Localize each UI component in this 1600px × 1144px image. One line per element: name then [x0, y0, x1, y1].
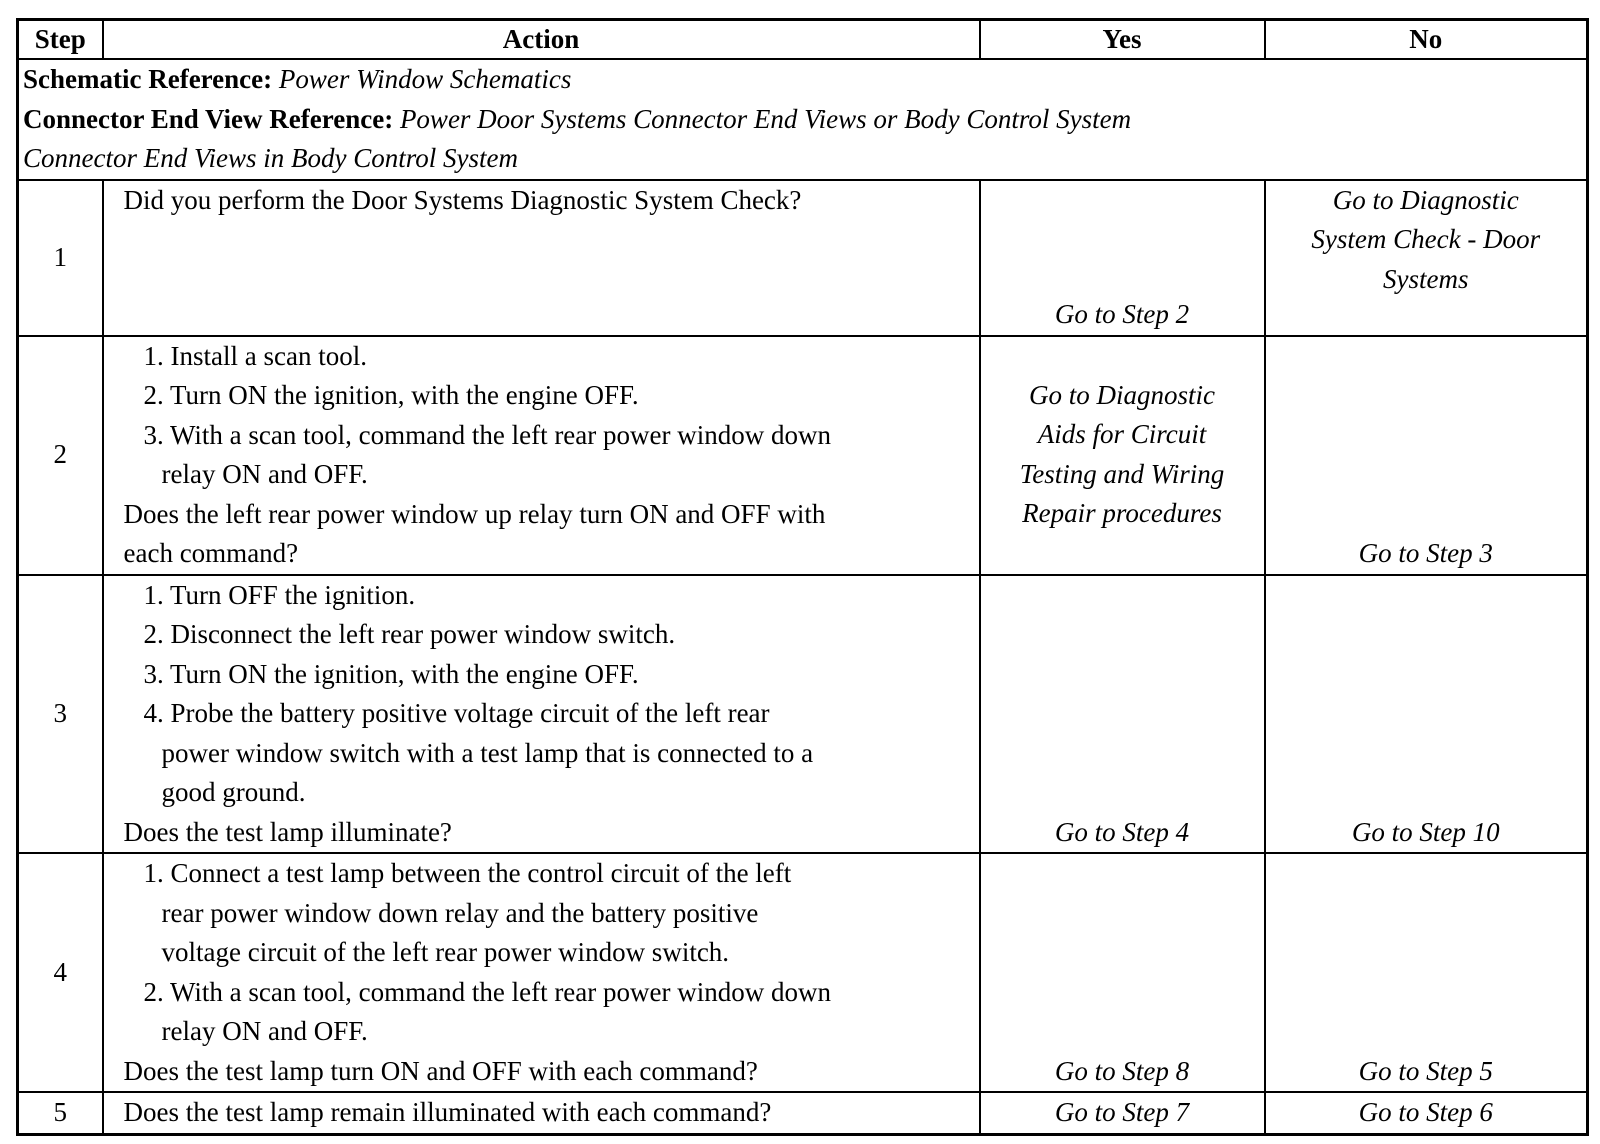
step-no-link[interactable]: Go to Step 10 [1351, 816, 1500, 847]
step-yes-line: Testing and Wiring [1019, 458, 1225, 489]
step-yes [980, 853, 1265, 1092]
step-question: Does the test lamp illuminate? [123, 816, 452, 847]
step-action [103, 853, 980, 1092]
step-instruction: 2. Disconnect the left rear power window switch. [143, 619, 676, 649]
step-yes [980, 180, 1265, 336]
step-yes-line: Repair procedures [1022, 498, 1222, 528]
diagnostic-table [16, 18, 1589, 1136]
step-no [1265, 853, 1588, 1092]
step-yes [980, 336, 1265, 575]
step-action [103, 575, 980, 854]
connector-reference-label: Connector End View Reference: [23, 103, 394, 134]
step-question: Does the test lamp turn ON and OFF with each command? [123, 1055, 758, 1086]
step-row-3 [18, 575, 1588, 854]
step-instruction: 1. Turn OFF the ignition. [143, 579, 416, 610]
step-no-line: System Check - Door [1311, 224, 1541, 254]
step-instruction: 2. With a scan tool, command the left rear power window down [143, 976, 831, 1007]
step-instruction: 1. Install a scan tool. [143, 340, 367, 371]
step-instruction-continued: voltage circuit of the left rear power window switch. [161, 937, 730, 967]
step-row-2 [18, 336, 1588, 575]
header-row [18, 20, 1588, 60]
schematic-reference [23, 60, 1582, 100]
step-no-line: Systems [1383, 263, 1469, 294]
step-question-continued: each command? [123, 538, 299, 568]
reference-cell [18, 59, 1588, 180]
step-no-link[interactable]: Go to Step 6 [1358, 1097, 1493, 1127]
step-no [1265, 1092, 1588, 1134]
step-yes [980, 1092, 1265, 1134]
step-question: Did you perform the Door Systems Diagnostic System Check? [123, 184, 802, 215]
step-instruction: 3. With a scan tool, command the left rear power window down [143, 419, 831, 450]
step-no-link[interactable]: Go to Step 5 [1358, 1055, 1493, 1086]
step-yes-link[interactable]: Go to Step 7 [1054, 1097, 1190, 1127]
step-no [1265, 575, 1588, 854]
step-action [103, 180, 980, 336]
step-instruction-continued: relay ON and OFF. [161, 1016, 368, 1046]
step-number: 2 [18, 336, 103, 575]
step-instruction: 2. Turn ON the ignition, with the engine OFF. [143, 380, 639, 410]
step-action [103, 336, 980, 575]
header-action: Action [103, 20, 980, 60]
step-instruction-continued: rear power window down relay and the battery positive [161, 897, 759, 928]
reference-row [18, 59, 1588, 180]
step-question: Does the test lamp remain illuminated with each command? [123, 1097, 772, 1127]
schematic-reference-label: Schematic Reference: [23, 64, 273, 94]
step-number: 5 [18, 1092, 103, 1134]
schematic-reference-link[interactable]: Power Window Schematics [278, 64, 572, 94]
step-no-link[interactable]: Go to Step 3 [1358, 538, 1493, 568]
header-yes: Yes [980, 20, 1265, 60]
step-yes-line: Go to Diagnostic [1029, 379, 1215, 410]
step-number: 1 [18, 180, 103, 336]
step-instruction: 4. Probe the battery positive voltage circuit of the left rear [143, 698, 770, 728]
step-instruction-continued: relay ON and OFF. [161, 459, 368, 489]
step-yes-line: Aids for Circuit [1037, 419, 1207, 449]
step-no [1265, 336, 1588, 575]
step-number: 3 [18, 575, 103, 854]
step-yes-link[interactable]: Go to Step 4 [1054, 816, 1190, 847]
connector-reference-link[interactable]: Power Door Systems Connector End Views or Body Control System [399, 103, 1132, 134]
step-yes-link[interactable]: Go to Step 2 [1054, 299, 1190, 329]
step-yes-link[interactable]: Go to Step 8 [1054, 1055, 1190, 1086]
step-instruction-continued: good ground. [161, 777, 306, 807]
step-no [1265, 180, 1588, 336]
step-yes [980, 575, 1265, 854]
connector-reference [23, 100, 1582, 140]
step-no-line: Go to Diagnostic [1332, 184, 1519, 215]
header-no: No [1265, 20, 1588, 60]
step-instruction: 3. Turn ON the ignition, with the engine OFF. [143, 658, 639, 689]
step-row-1 [18, 180, 1588, 336]
step-instruction: 1. Connect a test lamp between the control circuit of the left [143, 858, 792, 888]
step-row-4 [18, 853, 1588, 1092]
step-number: 4 [18, 853, 103, 1092]
step-no-link[interactable] [1270, 181, 1583, 300]
step-row-5 [18, 1092, 1588, 1134]
step-instruction-continued: power window switch with a test lamp that is connected to a [161, 737, 814, 768]
connector-reference-link-continued[interactable]: Connector End Views in Body Control System [23, 143, 518, 173]
step-action [103, 1092, 980, 1134]
step-yes-link[interactable] [981, 376, 1264, 534]
header-step: Step [18, 20, 103, 60]
step-question: Does the left rear power window up relay turn ON and OFF with [123, 498, 826, 529]
